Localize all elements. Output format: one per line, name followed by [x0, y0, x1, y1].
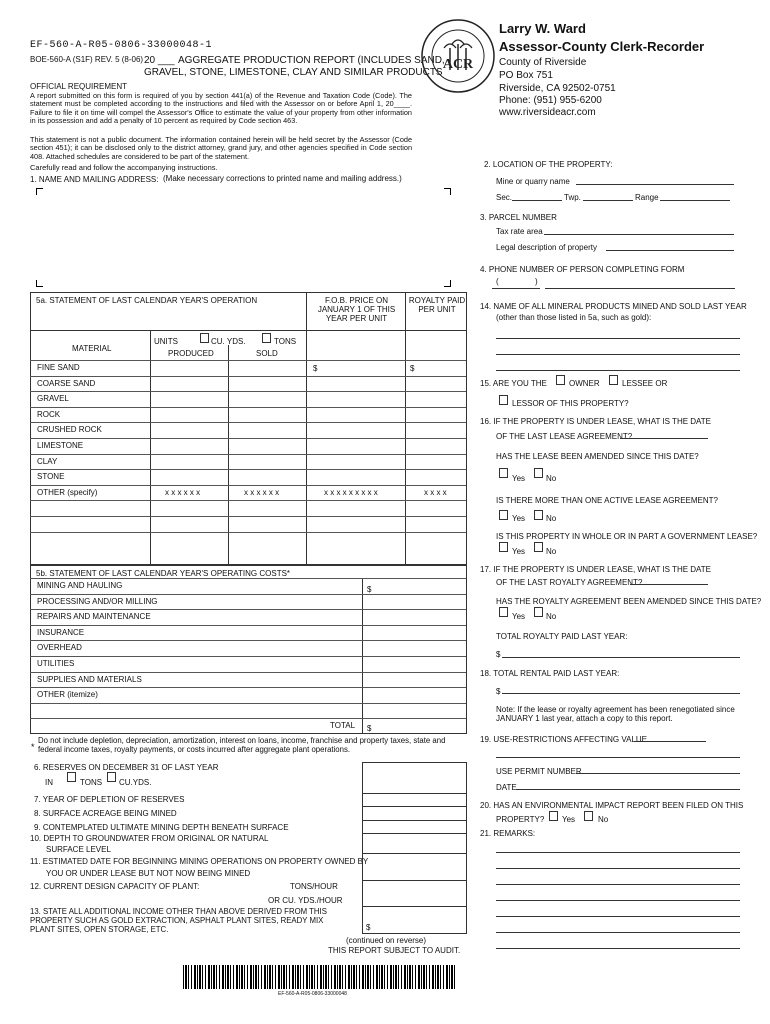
owner-checkbox[interactable] — [556, 375, 565, 385]
sec-field[interactable] — [512, 200, 562, 201]
phone-open-paren: ( — [496, 277, 499, 286]
q15-lessor-label: LESSOR OF THIS PROPERTY? — [512, 399, 629, 408]
remarks-line3[interactable] — [496, 884, 740, 885]
use-restrictions-field[interactable] — [634, 741, 706, 742]
footnote-asterisk: * — [31, 742, 35, 752]
table-5a-row-label: COARSE SAND — [37, 379, 96, 388]
q15-label: 15. ARE YOU THE — [480, 379, 547, 388]
q6-in-label: IN — [45, 778, 53, 787]
q6-tons-label: TONS — [80, 778, 103, 787]
table-5a-sold-cell[interactable] — [229, 469, 306, 484]
q12-label: 12. CURRENT DESIGN CAPACITY OF PLANT: — [30, 882, 200, 891]
name-address-label: 1. NAME AND MAILING ADDRESS: — [30, 175, 159, 184]
table-5b-amount-cell[interactable] — [363, 594, 466, 609]
table-5a-royalty-cell[interactable] — [406, 407, 467, 422]
barcode — [183, 965, 456, 989]
table-5a-produced-cell[interactable] — [151, 422, 228, 437]
royalty-amended-no-label: No — [546, 612, 557, 621]
q4-label: 4. PHONE NUMBER OF PERSON COMPLETING FORM — [480, 265, 685, 274]
q2-label: 2. LOCATION OF THE PROPERTY: — [484, 160, 613, 169]
table-5a-royalty-cell[interactable] — [406, 376, 467, 391]
gov-lease-yes-label: Yes — [512, 547, 526, 556]
use-permit-field[interactable] — [576, 773, 740, 774]
table-5a-sold-cell[interactable] — [229, 360, 306, 375]
table-5a-produced-cell[interactable] — [151, 391, 228, 406]
lessor-checkbox[interactable] — [499, 395, 508, 405]
multiple-lease-yes-label: Yes — [512, 514, 526, 523]
table-5a-fob-cell[interactable] — [307, 438, 405, 453]
table-5a-blank-row — [30, 500, 466, 501]
table-5b-row-label: INSURANCE — [37, 628, 85, 637]
table-5a-fob-cell[interactable] — [307, 422, 405, 437]
table-5a-produced-cell[interactable] — [151, 407, 228, 422]
q16-more-label: IS THERE MORE THAN ONE ACTIVE LEASE AGREEMENT? — [496, 496, 718, 505]
table-5b-amount-cell[interactable] — [363, 640, 466, 655]
table-5b-row-line — [30, 718, 466, 719]
table-5a-blank-row — [30, 532, 466, 533]
q3-legal-label: Legal description of property — [496, 243, 597, 252]
table-5a-row-label: LIMESTONE — [37, 441, 84, 450]
cuyds-label: CU. YDS. — [211, 337, 246, 346]
official-requirement: OFFICIAL REQUIREMENT — [30, 82, 128, 91]
assessor-po-box: PO Box 751 — [499, 70, 553, 81]
eir-yes-label: Yes — [562, 815, 576, 824]
q10-label: 10. DEPTH TO GROUNDWATER FROM ORIGINAL OR NATURAL — [30, 834, 269, 843]
tax-rate-area-field[interactable] — [544, 234, 734, 235]
table-5b-row-line — [30, 703, 466, 704]
name-address-note: (Make necessary corrections to printed name and mailing address.) — [163, 174, 402, 183]
twp-field[interactable] — [583, 200, 633, 201]
lease-amended-yes-checkbox[interactable] — [499, 468, 508, 478]
address-corner-tl — [36, 188, 43, 195]
total-royalty-field[interactable] — [502, 657, 740, 658]
q17-total-label: TOTAL ROYALTY PAID LAST YEAR: — [496, 632, 628, 641]
eir-yes-checkbox[interactable] — [549, 811, 558, 821]
q16-label: 16. IF THE PROPERTY IS UNDER LEASE, WHAT IS THE DATE — [480, 417, 712, 426]
table-5b-amount-cell[interactable] — [363, 578, 466, 593]
q17-label: 17. IF THE PROPERTY IS UNDER LEASE, WHAT IS THE DATE — [480, 565, 712, 574]
lower-divider-9 — [362, 833, 467, 834]
q17-amended-label: HAS THE ROYALTY AGREEMENT BEEN AMENDED SINCE THIS DATE? — [496, 597, 762, 606]
lessee-checkbox[interactable] — [609, 375, 618, 385]
permit-date-field[interactable] — [516, 789, 740, 790]
reserves-tons-checkbox[interactable] — [67, 772, 76, 782]
requirement-text: A report submitted on this form is required of you by section 441(a) of the Revenue and Taxation Code (Code). The statement must be completed according to the instructions and filed with the Assessor on or before April 1, 20____. Failure to file it on time will compel the Assessor's Office to estimate the value of your property from other information in its possession and add a penalty of 10 percent as required by Code section 463. — [30, 91, 412, 126]
q6-cuyds-label: CU.YDS. — [119, 778, 152, 787]
table-5a-row-label: OTHER (specify) — [37, 488, 98, 497]
cuyds-checkbox[interactable] — [200, 333, 209, 343]
table-5a-sold-cell[interactable] — [229, 376, 306, 391]
q2-range-label: Range — [635, 193, 659, 202]
q12-tons-label: TONS/HOUR — [290, 882, 338, 891]
remarks-line6[interactable] — [496, 932, 740, 933]
fob-dollar: $ — [313, 364, 318, 373]
q17-b-label: OF THE LAST ROYALTY AGREEMENT? — [496, 578, 643, 587]
multiple-lease-yes-checkbox[interactable] — [499, 510, 508, 520]
table-5a-title: 5a. STATEMENT OF LAST CALENDAR YEAR'S OPERATION — [36, 296, 258, 305]
table-5a-produced-cell[interactable] — [151, 376, 228, 391]
table-5a-royalty-cell[interactable] — [406, 454, 467, 469]
q20-b-label: PROPERTY? — [496, 815, 545, 824]
q16-gov-label: IS THIS PROPERTY IN WHOLE OR IN PART A GOVERNMENT LEASE? — [496, 532, 758, 541]
lower-divider-6 — [362, 793, 467, 794]
q14-label: 14. NAME OF ALL MINERAL PRODUCTS MINED AND SOLD LAST YEAR — [480, 302, 747, 311]
phone-close-paren: ) — [535, 277, 538, 286]
q15-owner-label: OWNER — [569, 379, 600, 388]
total-rental-field[interactable] — [502, 693, 740, 694]
produced-header: PRODUCED — [168, 349, 214, 358]
mine-name-field[interactable] — [576, 184, 734, 185]
table-5a-produced-cell[interactable] — [151, 360, 228, 375]
name-address-field[interactable] — [36, 196, 450, 278]
royalty-dollar: $ — [496, 650, 501, 659]
lower-divider-7 — [362, 806, 467, 807]
assessor-county: County of Riverside — [499, 57, 587, 68]
rental-dollar: $ — [496, 687, 501, 696]
table-5b-row-label: SUPPLIES AND MATERIALS — [37, 675, 142, 684]
total-dollar: $ — [367, 724, 372, 733]
other-row-x-mark: x x x x — [424, 488, 447, 497]
table-5a-royalty-cell[interactable] — [406, 422, 467, 437]
table-5a-row-label: FINE SAND — [37, 363, 80, 372]
table-5a-fob-cell[interactable] — [307, 407, 405, 422]
table-5a-sold-cell[interactable] — [229, 438, 306, 453]
lease-amended-no-checkbox[interactable] — [534, 468, 543, 478]
gov-lease-no-checkbox[interactable] — [534, 542, 543, 552]
royalty-dollar: $ — [410, 364, 415, 373]
table-5a-fob-header: F.O.B. PRICE ON JANUARY 1 OF THIS YEAR PER UNIT — [317, 296, 396, 324]
q21-label: 21. REMARKS: — [480, 829, 536, 838]
reserves-cuyds-checkbox[interactable] — [107, 772, 116, 782]
table-5a-royalty-header: ROYALTY PAID PER UNIT — [408, 296, 466, 315]
table-5b-amount-cell[interactable] — [363, 672, 466, 687]
q18-label: 18. TOTAL RENTAL PAID LAST YEAR: — [480, 669, 620, 678]
address-corner-bl — [36, 280, 43, 287]
careful-text: Carefully read and follow the accompanying instructions. — [30, 163, 218, 172]
royalty-amended-no-checkbox[interactable] — [534, 607, 543, 617]
audit-note: THIS REPORT SUBJECT TO AUDIT. — [328, 946, 461, 955]
eir-no-checkbox[interactable] — [584, 811, 593, 821]
lease-amended-yes-label: Yes — [512, 474, 526, 483]
report-title-line2: GRAVEL, STONE, LIMESTONE, CLAY AND SIMILAR PRODUCTS — [144, 67, 443, 78]
multiple-lease-no-checkbox[interactable] — [534, 510, 543, 520]
q6-label: 6. RESERVES ON DECEMBER 31 OF LAST YEAR — [34, 763, 219, 772]
q16-amended-label: HAS THE LEASE BEEN AMENDED SINCE THIS DATE? — [496, 452, 699, 461]
other-row-x-mark: x x x x x x — [244, 488, 280, 497]
mineral-products-line3[interactable] — [496, 370, 740, 371]
mineral-products-line1[interactable] — [496, 338, 740, 339]
q2-sec-label: Sec. — [496, 193, 513, 202]
table-5a-produced-cell[interactable] — [151, 438, 228, 453]
q9-label: 9. CONTEMPLATED ULTIMATE MINING DEPTH BENEATH SURFACE — [34, 823, 289, 832]
table-5a-royalty-cell[interactable] — [406, 469, 467, 484]
table-5a-produced-cell[interactable] — [151, 454, 228, 469]
q13-label: 13. STATE ALL ADDITIONAL INCOME OTHER THAN ABOVE DERIVED FROM THIS PROPERTY SUCH AS GOLD EXTRACTION, ASPHALT PLANT SITES, READY MIX PLANT SITES, OPEN STORAGE, ETC. — [30, 907, 327, 934]
form-code: EF-560-A-R05-0806-33000048-1 — [30, 40, 213, 51]
table-5a-row-label: CLAY — [37, 457, 58, 466]
county-seal-logo — [420, 18, 496, 94]
eir-no-label: No — [598, 815, 609, 824]
q2-twp-label: Twp. — [564, 193, 581, 202]
table-5b-title: 5b. STATEMENT OF LAST CALENDAR YEAR'S OPERATING COSTS* — [36, 569, 291, 578]
table-5a-sold-cell[interactable] — [229, 422, 306, 437]
units-header: UNITS — [154, 337, 178, 346]
total-label: TOTAL — [330, 721, 356, 730]
barcode-text: EF-560-A-R05-0806-33000048 — [278, 991, 347, 997]
legal-description-field[interactable] — [606, 250, 734, 251]
q2-mine-label: Mine or quarry name — [496, 177, 570, 186]
tons-checkbox[interactable] — [262, 333, 271, 343]
table-5a-royalty-cell[interactable] — [406, 438, 467, 453]
q14-sub: (other than those listed in 5a, such as gold): — [496, 313, 652, 322]
q16-b-label: OF THE LAST LEASE AGREEMENT? — [496, 432, 633, 441]
table-5b-row-label: OVERHEAD — [37, 643, 82, 652]
table-5b-amount-cell[interactable] — [363, 656, 466, 671]
table-5b-amount-cell[interactable] — [363, 625, 466, 640]
royalty-date-field[interactable] — [630, 584, 708, 585]
gov-lease-no-label: No — [546, 547, 557, 556]
q19-date-label: DATE — [496, 783, 517, 792]
assessor-city: Riverside, CA 92502-0751 — [499, 83, 616, 94]
table-5a-row-label: CRUSHED ROCK — [37, 425, 102, 434]
q13-dollar: $ — [366, 923, 371, 932]
table-5a-row-label: ROCK — [37, 410, 61, 419]
table-5a-fob-cell[interactable] — [307, 469, 405, 484]
svg-text:ACR: ACR — [442, 57, 474, 72]
q3-tax-label: Tax rate area — [496, 227, 543, 236]
assessor-phone: Phone: (951) 955-6200 — [499, 95, 602, 106]
table-5a-sold-cell[interactable] — [229, 454, 306, 469]
address-corner-br — [444, 280, 451, 287]
table-5a-blank-row — [30, 516, 466, 517]
material-header: MATERIAL — [72, 344, 112, 353]
gov-lease-yes-checkbox[interactable] — [499, 542, 508, 552]
table-5b-amount-cell[interactable] — [363, 687, 466, 702]
continued-note: (continued on reverse) — [346, 936, 427, 945]
remarks-line7[interactable] — [496, 948, 740, 949]
table-5a-row-label: STONE — [37, 472, 65, 481]
table-5b-row-label: OTHER (itemize) — [37, 690, 98, 699]
sold-header: SOLD — [256, 349, 278, 358]
table-5a-row-label: GRAVEL — [37, 394, 69, 403]
lower-divider-12 — [362, 906, 467, 907]
table-5a-sold-cell[interactable] — [229, 407, 306, 422]
table-5a-header-line — [30, 330, 467, 331]
q3-label: 3. PARCEL NUMBER — [480, 213, 557, 222]
use-restrictions-line2[interactable] — [496, 757, 740, 758]
table-5b-row-label: PROCESSING AND/OR MILLING — [37, 597, 158, 606]
phone-number-field[interactable] — [545, 288, 735, 289]
address-corner-tr — [444, 188, 451, 195]
other-row-x-mark: x x x x x x x x x — [324, 488, 378, 497]
lower-divider-8 — [362, 820, 467, 821]
cost-footnote: Do not include depletion, depreciation, amortization, interest on loans, income, franchise and property taxes, state and federal income taxes, royalty payments, or costs incurred after aggregate plant operations. — [38, 736, 446, 754]
q7-label: 7. YEAR OF DEPLETION OF RESERVES — [34, 795, 185, 804]
lower-divider-10 — [362, 853, 467, 854]
assessor-title: Assessor-County Clerk-Recorder — [499, 39, 705, 54]
table-5a-fob-cell[interactable] — [307, 376, 405, 391]
remarks-line5[interactable] — [496, 916, 740, 917]
remarks-line4[interactable] — [496, 900, 740, 901]
table-5b-row-label: MINING AND HAULING — [37, 581, 123, 590]
remarks-line1[interactable] — [496, 852, 740, 853]
q18-note: Note: If the lease or royalty agreement has been renegotiated since JANUARY 1 last year, attach a copy to this report. — [496, 705, 735, 724]
table-5b-row-label: REPAIRS AND MAINTENANCE — [37, 612, 151, 621]
q15-lessee-label: LESSEE OR — [622, 379, 668, 388]
q19-permit-label: USE PERMIT NUMBER — [496, 767, 582, 776]
lower-answer-column — [362, 762, 467, 934]
table-5a-fob-cell[interactable] — [307, 360, 405, 375]
q20-label: 20. HAS AN ENVIRONMENTAL IMPACT REPORT BEEN FILED ON THIS — [480, 801, 744, 810]
tons-label: TONS — [274, 337, 297, 346]
mining-dollar: $ — [367, 585, 372, 594]
assessor-website[interactable]: www.riversideacr.com — [499, 107, 596, 118]
table-5a-sold-cell[interactable] — [229, 391, 306, 406]
q8-label: 8. SURFACE ACREAGE BEING MINED — [34, 809, 177, 818]
form-revision: BOE-560-A (S1F) REV. 5 (8-06) — [30, 55, 144, 64]
table-5b-row-label: UTILITIES — [37, 659, 75, 668]
mineral-products-line2[interactable] — [496, 354, 740, 355]
confidential-text: This statement is not a public document. The information contained herein will be held secret by the Assessor (Code section 451); it can be disclosed only to the district attorney, grand jury, and other agencies specified in Code section 408. Attached schedules are considered to be part of the statement. — [30, 135, 412, 161]
lower-divider-11 — [362, 880, 467, 881]
table-5a-royalty-cell[interactable] — [406, 391, 467, 406]
other-row-x-mark: x x x x x x — [165, 488, 201, 497]
range-field[interactable] — [660, 200, 730, 201]
lease-date-field[interactable] — [620, 438, 708, 439]
table-5b-amount-cell[interactable] — [363, 609, 466, 624]
royalty-amended-yes-checkbox[interactable] — [499, 607, 508, 617]
q11-b-label: YOU OR UNDER LEASE BUT NOT NOW BEING MINED — [46, 869, 251, 878]
table-5a-fob-cell[interactable] — [307, 391, 405, 406]
year-prefix: 20 ___ — [144, 55, 175, 66]
table-5a-fob-cell[interactable] — [307, 454, 405, 469]
assessor-name: Larry W. Ward — [499, 21, 586, 36]
royalty-amended-yes-label: Yes — [512, 612, 526, 621]
q11-label: 11. ESTIMATED DATE FOR BEGINNING MINING OPERATIONS ON PROPERTY OWNED BY — [30, 857, 369, 866]
table-5a-produced-cell[interactable] — [151, 469, 228, 484]
lease-amended-no-label: No — [546, 474, 557, 483]
q19-label: 19. USE-RESTRICTIONS AFFECTING VALUE — [480, 735, 647, 744]
multiple-lease-no-label: No — [546, 514, 557, 523]
remarks-line2[interactable] — [496, 868, 740, 869]
q10-b-label: SURFACE LEVEL — [46, 845, 111, 854]
phone-area-code-field[interactable] — [492, 288, 540, 289]
q12-cu-label: OR CU. YDS./HOUR — [268, 896, 343, 905]
table-5a-royalty-cell[interactable] — [406, 360, 467, 375]
report-title-line1: AGGREGATE PRODUCTION REPORT (INCLUDES SAND, — [178, 55, 445, 66]
